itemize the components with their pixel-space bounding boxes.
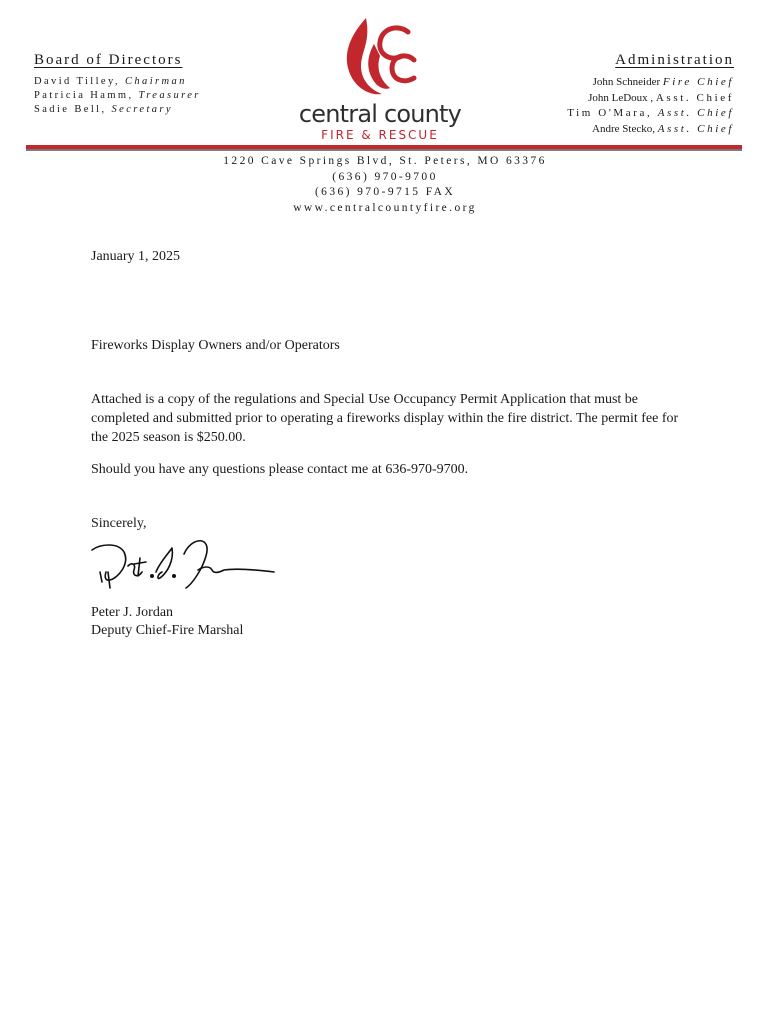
address-block bbox=[0, 154, 770, 216]
letter-date: January 1, 2025 bbox=[91, 249, 181, 264]
signer-title: Deputy Chief-Fire Marshal bbox=[91, 623, 244, 638]
letter-recipient: Fireworks Display Owners and/or Operators bbox=[91, 338, 340, 353]
letter-closing: Sincerely, bbox=[91, 516, 147, 531]
fax-number: (636) 970-9715 FAX bbox=[314, 186, 456, 198]
signer-name: Peter J. Jordan bbox=[91, 605, 174, 620]
central-county-logo bbox=[290, 14, 470, 144]
admin-member: Andre Stecko, Asst. Chief bbox=[592, 122, 734, 135]
signer-block bbox=[91, 604, 243, 640]
header-divider-grey bbox=[26, 149, 742, 151]
board-heading: Board of Directors bbox=[34, 52, 183, 68]
flame-cc-logo-icon bbox=[336, 14, 426, 100]
board-member: Sadie Bell, Secretary bbox=[34, 104, 173, 115]
logo-wordmark: central county bbox=[298, 100, 462, 128]
admin-member: John LeDoux , Asst. Chief bbox=[588, 91, 734, 104]
admin-member: John Schneider Fire Chief bbox=[592, 76, 734, 88]
phone-number: (636) 970-9700 bbox=[332, 170, 438, 183]
letter-paragraph: Attached is a copy of the regulations and Special Use Occupancy Permit Application that must be completed and submitted prior to operating a fireworks display within the fire district. The permit fee for the 2025 season is $250.00. bbox=[91, 392, 679, 445]
logo-subtitle: FIRE & RESCUE bbox=[321, 128, 439, 142]
website: www.centralcountyfire.org bbox=[293, 201, 477, 214]
board-member: David Tilley, Chairman bbox=[34, 76, 187, 87]
admin-member: Tim O'Mara, Asst. Chief bbox=[567, 107, 734, 119]
street-address: 1220 Cave Springs Blvd, St. Peters, MO 63376 bbox=[223, 155, 547, 167]
letter-paragraph: Should you have any questions please contact me at 636-970-9700. bbox=[91, 462, 469, 477]
administration bbox=[567, 52, 734, 137]
handwritten-signature bbox=[88, 532, 278, 592]
administration-heading: Administration bbox=[615, 52, 734, 68]
board-member: Patricia Hamm, Treasurer bbox=[34, 90, 201, 101]
board-of-directors bbox=[34, 52, 201, 117]
